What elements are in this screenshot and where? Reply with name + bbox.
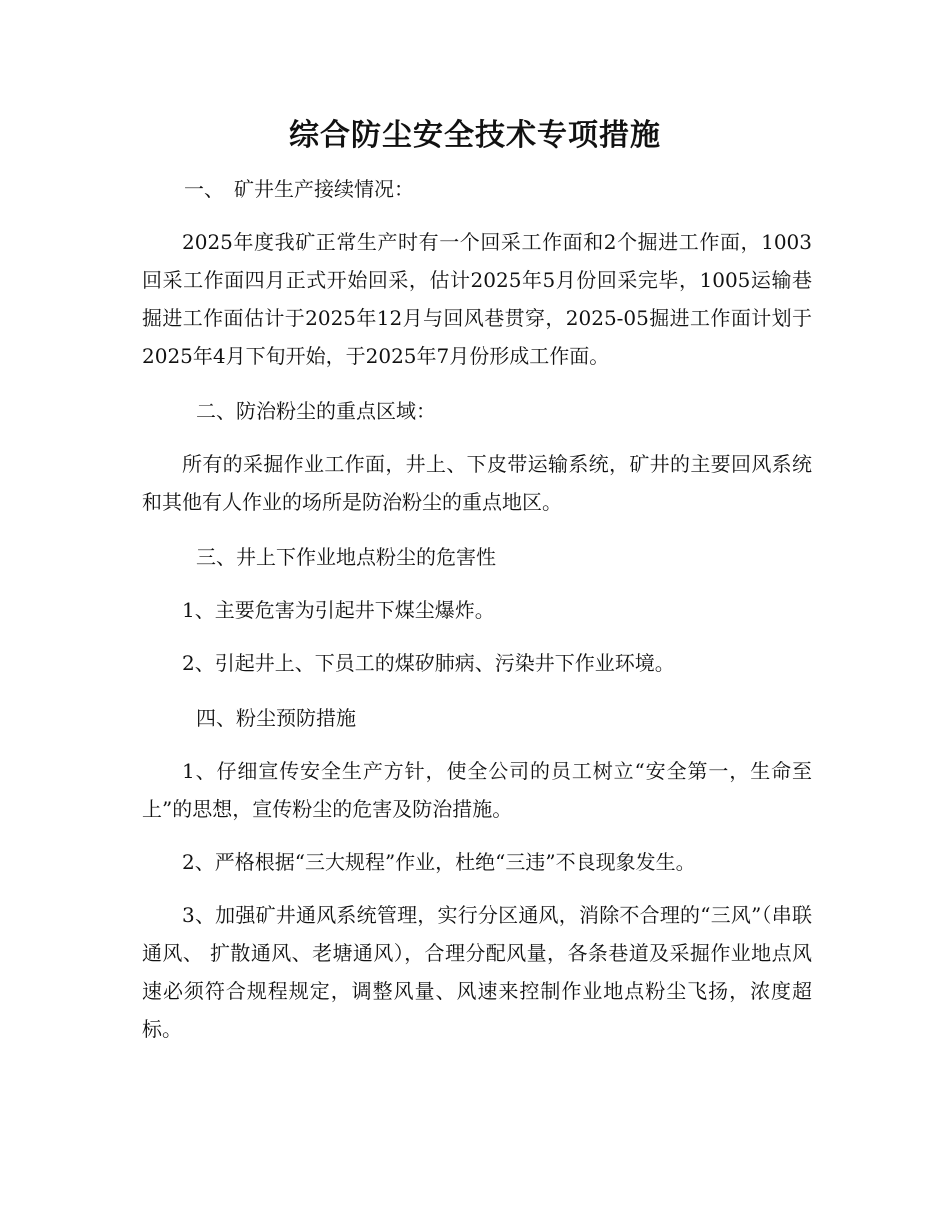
- section-heading-4: 四、粉尘预防措施: [196, 706, 356, 730]
- section-2-paragraph-1: 所有的采掘作业工作面，井上、下皮带运输系统，矿井的主要回风系统和其他有人作业的场所是防治粉尘的重点地区。: [142, 452, 812, 514]
- document-title: 综合防尘安全技术专项措施: [289, 118, 661, 153]
- section-heading-2: 二、防治粉尘的重点区域：: [196, 399, 436, 423]
- section-heading-3: 三、井上下作业地点粉尘的危害性: [196, 545, 496, 569]
- section-3-paragraph-1: 1、主要危害为引起井下煤尘爆炸。: [182, 598, 495, 622]
- section-4-paragraph-1: 1、仔细宣传安全生产方针，使全公司的员工树立“安全第一，生命至上”的思想，宣传粉尘的危害及防治措施。: [142, 759, 812, 821]
- section-heading-1: 一、 矿井生产接续情况：: [184, 177, 414, 201]
- section-3-paragraph-2: 2、引起井上、下员工的煤矽肺病、污染井下作业环境。: [182, 651, 675, 675]
- section-1-paragraph-1: 2025年度我矿正常生产时有一个回采工作面和2个掘进工作面，1003回采工作面四月正式开始回采，估计2025年5月份回采完毕，1005运输巷掘进工作面估计于2025年12月与回风巷贯穿，2025-05掘进工作面计划于2025年4月下旬开始，于2025年7月份形成工作面。: [142, 230, 812, 368]
- document-body: [142, 170, 812, 1048]
- section-4-paragraph-3: 3、加强矿井通风系统管理，实行分区通风，消除不合理的“三风”（串联通风、 扩散通风、老塘通风），合理分配风量，各条巷道及采掘作业地点风速必须符合规程规定，调整风量、风速来控制作业地点粉尘飞扬，浓度超标。: [142, 903, 812, 1041]
- section-4-paragraph-2: 2、严格根据“三大规程”作业，杜绝“三违”不良现象发生。: [182, 850, 696, 874]
